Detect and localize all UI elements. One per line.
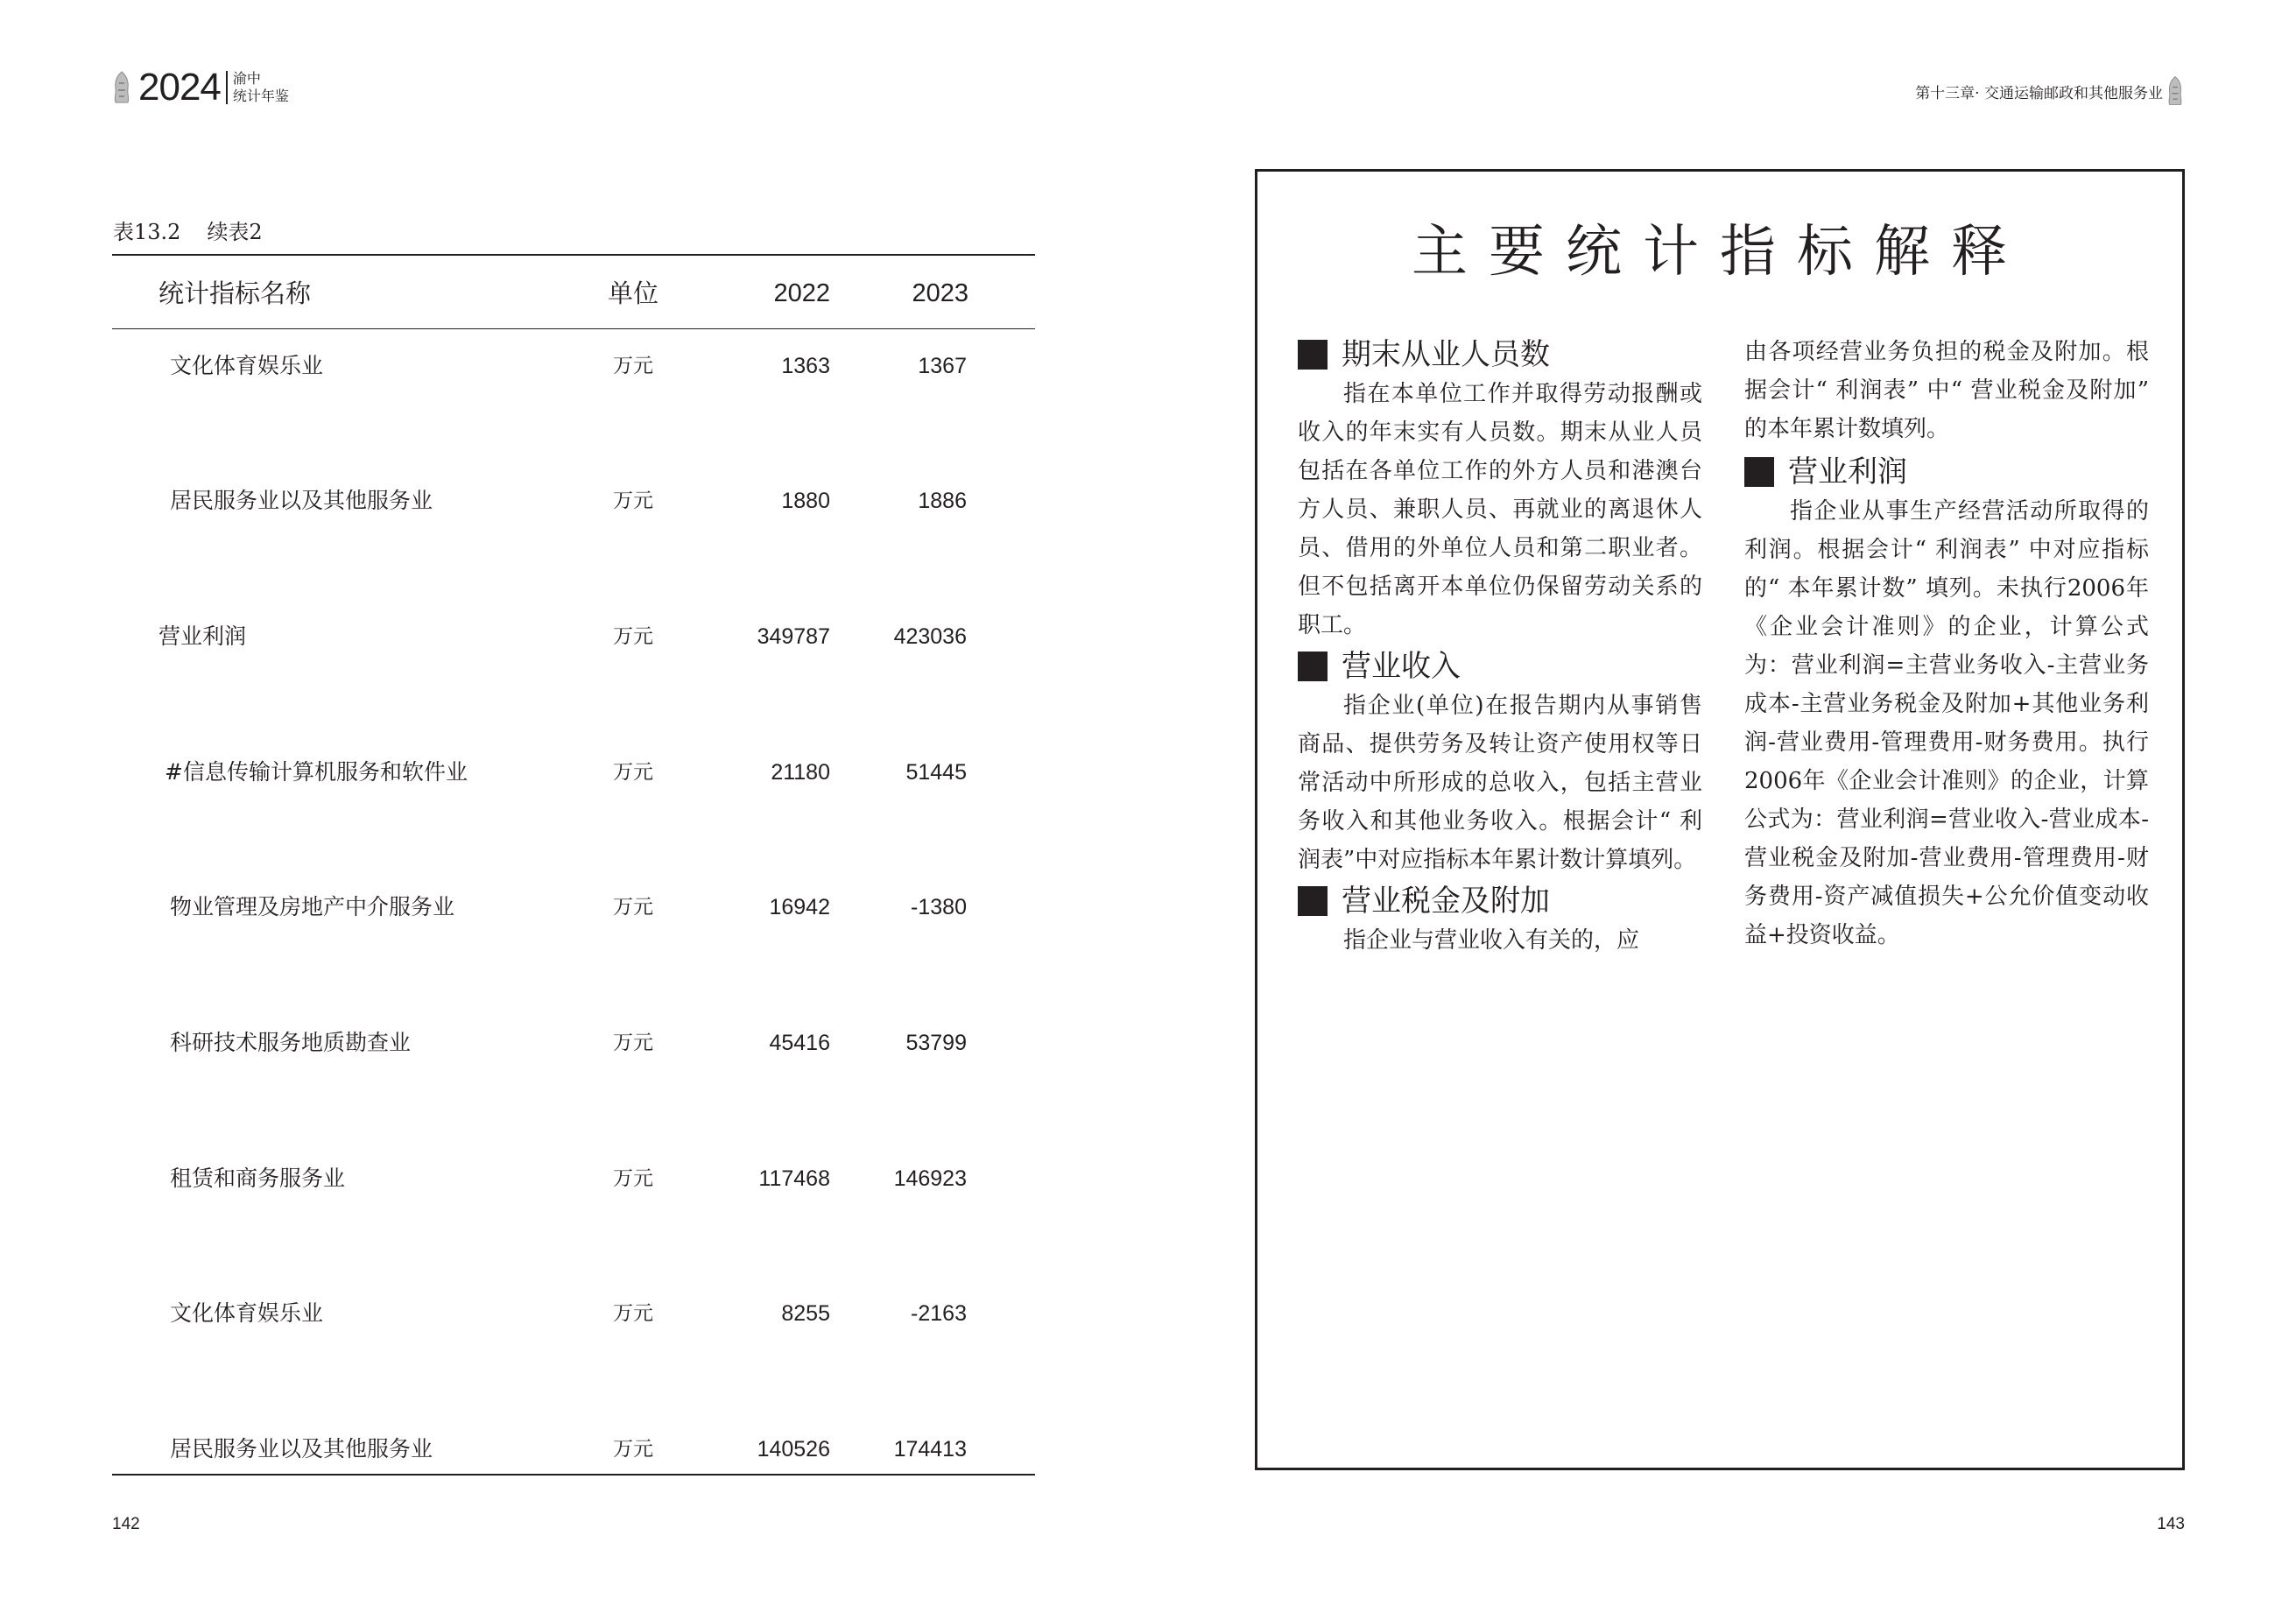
table-row — [0, 1161, 1147, 1196]
row-indicator-name: 居民服务业以及其他服务业 — [170, 1436, 433, 1462]
row-indicator-name: 租赁和商务服务业 — [170, 1166, 346, 1191]
row-unit: 万元 — [613, 490, 653, 512]
row-value-2023: 1886 — [918, 489, 967, 513]
yearbook-title-line1: 渝中 — [232, 70, 261, 87]
column-header-2022: 2022 — [773, 279, 830, 307]
row-indicator-name: 科研技术服务地质勘查业 — [170, 1030, 412, 1055]
table-row — [0, 755, 1147, 790]
row-value-2023: 174413 — [893, 1437, 967, 1462]
black-square-icon — [1298, 886, 1328, 916]
glossary-title: 主要统计指标解释 — [1412, 220, 2028, 285]
row-indicator-name: 营业利润 — [158, 623, 247, 649]
row-value-2022: 45416 — [769, 1031, 830, 1055]
glossary-heading-text: 营业收入 — [1342, 649, 1461, 684]
row-unit: 万元 — [613, 1438, 653, 1461]
row-value-2023: -2163 — [911, 1301, 967, 1326]
row-unit: 万元 — [613, 355, 653, 377]
page-number-left: 142 — [112, 1515, 140, 1533]
glossary-column-right — [1744, 333, 2149, 954]
header-divider — [226, 71, 228, 104]
glossary-definition-continued: 由各项经营业务负担的税金及附加。根据会计“ 利润表” 中“ 营业税金及附加” 的本年累计数填列。 — [1744, 339, 2149, 442]
yearbook-title — [233, 70, 289, 105]
row-unit: 万元 — [613, 761, 653, 784]
landmark-logo-icon — [112, 71, 131, 104]
glossary-section-heading — [1298, 333, 1702, 377]
row-indicator-name: 居民服务业以及其他服务业 — [170, 488, 433, 513]
glossary-section-heading — [1298, 644, 1702, 688]
row-value-2022: 117468 — [758, 1166, 830, 1191]
row-value-2023: -1380 — [911, 895, 967, 919]
black-square-icon — [1298, 652, 1328, 681]
table-row — [0, 349, 1147, 384]
table-caption — [113, 215, 263, 245]
column-header-unit: 单位 — [608, 278, 659, 308]
table-row — [0, 1025, 1147, 1060]
glossary-definition: 指企业(单位)在报告期内从事销售商品、提供劳务及转让资产使用权等日常活动中所形成的总收入，包括主营业务收入和其他业务收入。根据会计“ 利润表”中对应指标本年累计数计算填列。 — [1298, 693, 1702, 873]
table-top-rule — [112, 254, 1035, 256]
row-value-2023: 423036 — [893, 624, 967, 649]
black-square-icon — [1744, 457, 1774, 487]
yearbook-year: 2024 — [138, 66, 221, 109]
row-value-2022: 140526 — [757, 1437, 830, 1462]
row-unit: 万元 — [613, 1302, 653, 1325]
row-value-2022: 1880 — [781, 489, 830, 513]
table-row — [0, 890, 1147, 925]
glossary-section-heading — [1298, 879, 1702, 923]
column-header-2023: 2023 — [912, 279, 968, 307]
row-unit: 万元 — [613, 625, 653, 648]
glossary-heading-text: 营业税金及附加 — [1342, 884, 1550, 919]
table-header-rule — [112, 328, 1035, 329]
table-row — [0, 1432, 1147, 1467]
row-value-2022: 1363 — [781, 354, 830, 378]
glossary-heading-text: 营业利润 — [1788, 454, 1907, 490]
table-row — [0, 619, 1147, 654]
glossary-heading-text: 期末从业人员数 — [1342, 337, 1550, 372]
row-value-2022: 21180 — [771, 760, 830, 785]
row-value-2023: 51445 — [905, 760, 967, 785]
glossary-definition: 指在本单位工作并取得劳动报酬或收入的年末实有人员数。期末从业人员包括在各单位工作的外方人员和港澳台方人员、兼职人员、再就业的离退休人员、借用的外单位人员和第二职业者。但不包括离开本单位仍保留劳动关系的职工。 — [1298, 381, 1702, 638]
column-header-indicator: 统计指标名称 — [158, 278, 312, 308]
black-square-icon — [1298, 340, 1328, 370]
yearbook-header — [112, 68, 289, 107]
row-value-2023: 146923 — [893, 1166, 967, 1191]
glossary-definition: 指企业与营业收入有关的，应 — [1343, 927, 1640, 954]
row-indicator-name: #信息传输计算机服务和软件业 — [165, 759, 468, 785]
row-indicator-name: 文化体育娱乐业 — [170, 1300, 324, 1326]
row-indicator-name: 文化体育娱乐业 — [170, 353, 324, 378]
table-row — [0, 1296, 1147, 1331]
glossary-definition: 指企业从事生产经营活动所取得的利润。根据会计“ 利润表” 中对应指标的“ 本年累计数” 填列。未执行2006年《企业会计准则》的企业，计算公式为：营业利润=主营业务收入-主营业务成本-主营业务税金及附加+其他业务利润-营业费用-管理费用-财务费用。执行2006年《企业会计准则》的企业，计算公式为：营业利润=营业收入-营业成本-营业税金及附加-营业费用-管理费用-财务费用-资产减值损失+公允价值变动收益+投资收益。 — [1744, 498, 2149, 948]
glossary-section-heading — [1744, 450, 2149, 494]
glossary-column-left — [1298, 333, 1702, 960]
chapter-title: 第十三章· 交通运输邮政和其他服务业 — [1915, 84, 2163, 102]
table-number: 表13.2 — [113, 220, 181, 244]
table-bottom-rule — [112, 1474, 1035, 1476]
row-unit: 万元 — [613, 896, 653, 919]
page-number-right: 143 — [2157, 1515, 2185, 1533]
row-value-2022: 349787 — [757, 624, 830, 649]
row-unit: 万元 — [613, 1032, 653, 1054]
table-row — [0, 483, 1147, 518]
row-unit: 万元 — [613, 1167, 653, 1190]
row-value-2022: 16942 — [769, 895, 830, 919]
chapter-header — [1915, 75, 2184, 107]
table-continuation-note: 续表2 — [207, 220, 263, 244]
landmark-logo-icon — [2166, 75, 2184, 107]
row-value-2022: 8255 — [781, 1301, 830, 1326]
yearbook-title-line2: 统计年鉴 — [232, 88, 289, 104]
row-value-2023: 1367 — [918, 354, 967, 378]
row-indicator-name: 物业管理及房地产中介服务业 — [170, 894, 455, 919]
row-value-2023: 53799 — [905, 1031, 967, 1055]
